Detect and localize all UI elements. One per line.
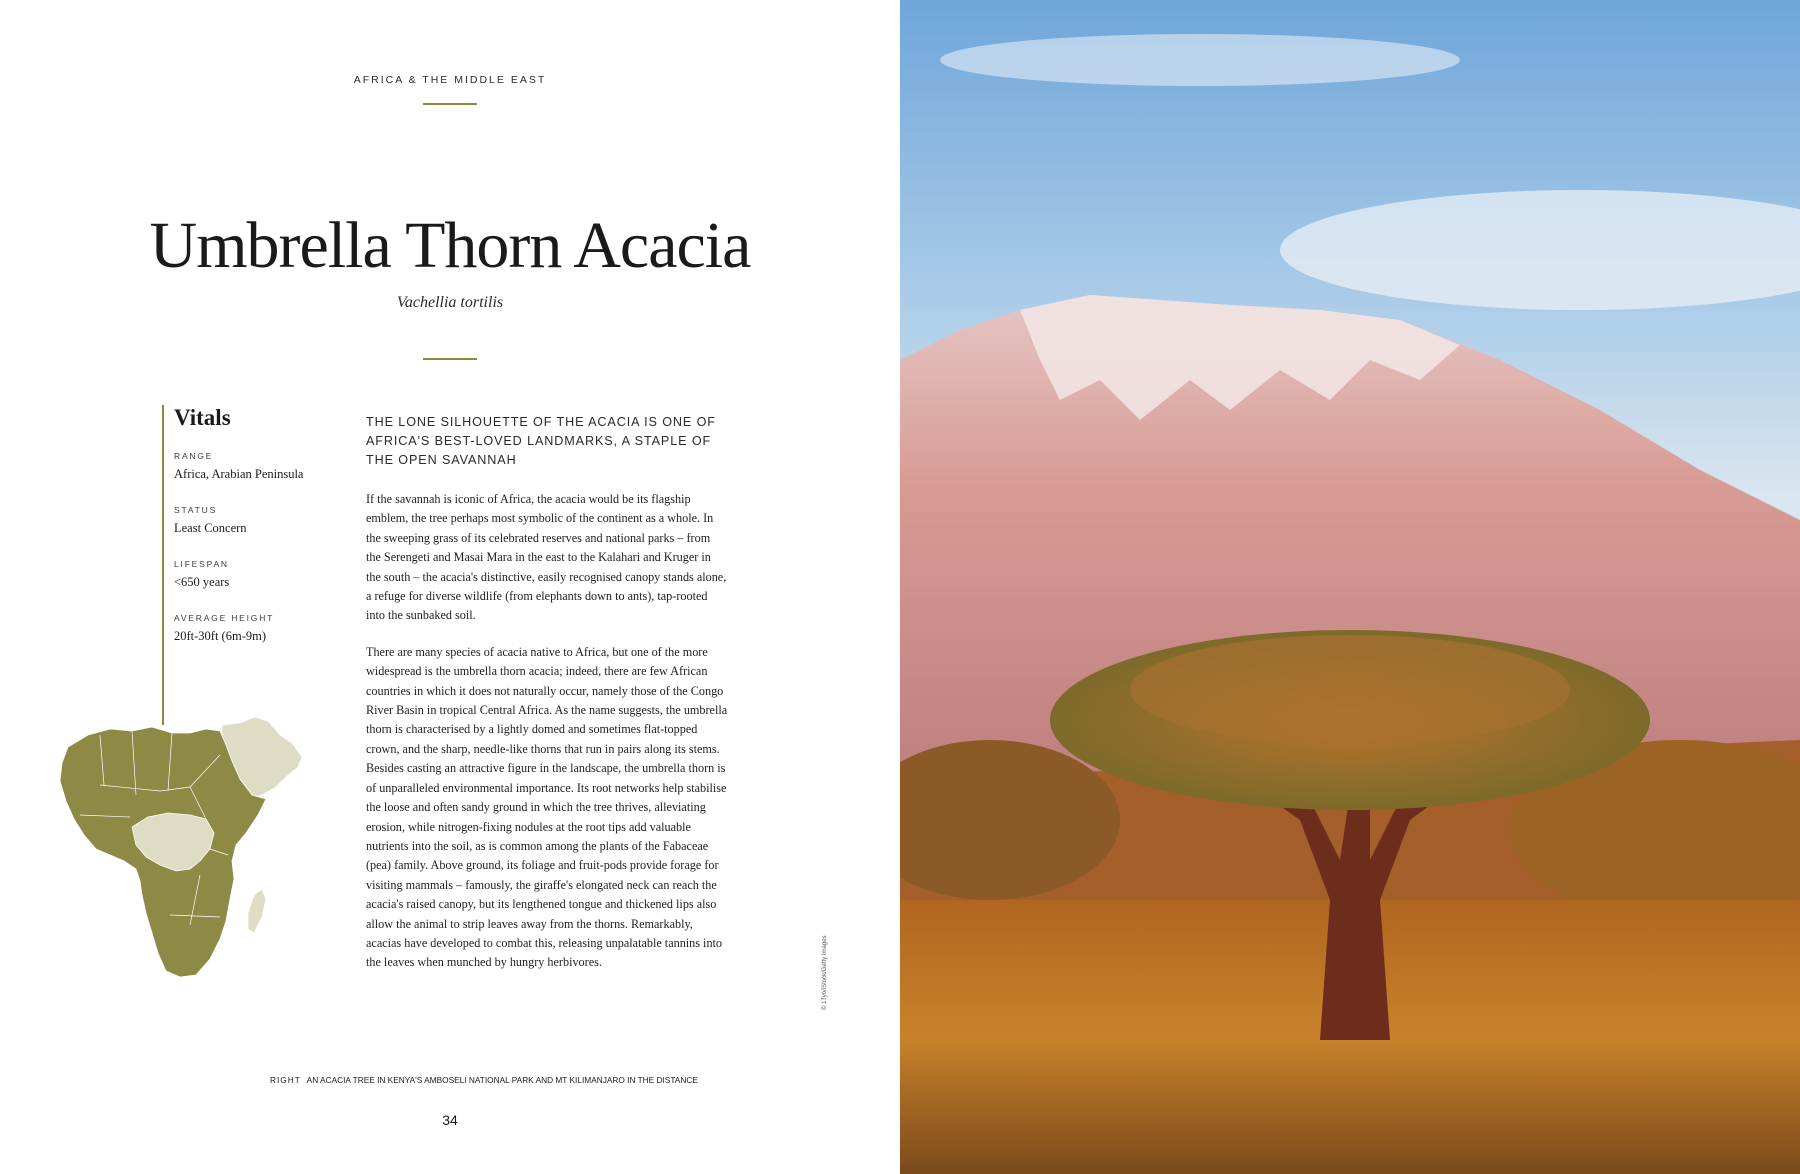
vital-label: AVERAGE HEIGHT: [174, 613, 275, 623]
vital-range: [174, 451, 334, 482]
range-map: [40, 695, 340, 1005]
caption-key: RIGHT: [270, 1075, 301, 1085]
page-title: Umbrella Thorn Acacia: [149, 209, 751, 282]
vital-value: Least Concern: [174, 521, 247, 535]
vitals-panel: [174, 405, 334, 667]
vital-height: [174, 613, 334, 644]
top-rule: [423, 103, 477, 105]
vital-value: 20ft-30ft (6m-9m): [174, 629, 266, 643]
title-rule: [423, 358, 477, 360]
vital-lifespan: [174, 559, 334, 590]
vital-label: STATUS: [174, 505, 218, 515]
vital-status: [174, 505, 334, 536]
caption-text: AN ACACIA TREE IN KENYA'S AMBOSELI NATIONAL PARK AND MT KILIMANJARO IN THE DISTANCE: [306, 1075, 698, 1085]
photo-caption: [270, 1075, 810, 1085]
cloud: [940, 34, 1460, 86]
vital-value: <650 years: [174, 575, 230, 589]
section-label: AFRICA & THE MIDDLE EAST: [353, 74, 547, 86]
lead-paragraph: THE LONE SILHOUETTE OF THE ACACIA IS ONE OF AFRICA'S BEST-LOVED LANDMARKS, A STAPLE OF THE OPEN SAVANNAH: [366, 415, 716, 467]
latin-name: Vachellia tortilis: [396, 294, 504, 311]
acacia-canopy-top: [1130, 635, 1570, 745]
page-number: 34: [442, 1112, 458, 1128]
vital-label: LIFESPAN: [174, 559, 229, 569]
vital-label: RANGE: [174, 451, 214, 461]
body-column: [366, 413, 728, 990]
body-paragraph: If the savannah is iconic of Africa, the acacia would be its flagship emblem, the tree perhaps most symbolic of the continent as a whole. In the sweeping grass of its celebrated reserves and national parks – from the Serengeti and Masai Mara in the east to the Kalahari and Kruger in the south – the acacia's distinctive, easily recognised canopy stands alone, a refuge for diverse wildlife (from elephants down to ants), tap-rooted into the sunbaked soil.: [366, 492, 727, 623]
vitals-accent-bar: [162, 405, 164, 725]
body-paragraph: There are many species of acacia native to Africa, but one of the more widespread is the umbrella thorn acacia; indeed, there are few African countries in which it does not naturally occur, namely those of the Congo River Basin in tropical Central Africa. As the name suggests, the umbrella thorn is characterised by a lightly domed and sometimes flat-topped crown, and the sharp, needle-like thorns that run in pairs along its stems. Besides casting an attractive figure in the landscape, the umbrella thorn is of unparalleled environmental importance. Its root networks help stabilise the loose and often sandy ground in which the tree thrives, alleviating erosion, while nitrogen-fixing nodules at the root tips add valuable nutrients into the soil, as is common among the plants of the Fabaceae (pea) family. Above ground, its foliage and fruit-pods provide forage for visiting mammals – famously, the giraffe's elongated neck can reach the acacia's raised canopy, but its lengthened tongue and thickened lips also allow the animal to strip leaves away from the thorns. Remarkably, acacias have developed to combat this, releasing unpalatable tannins into the leaves when munched by hungry herbivores.: [366, 644, 728, 970]
kilimanjaro-acacia-photo: [900, 0, 1800, 1174]
photo-credit: © 1Tyo/iStock/Getty Images: [822, 935, 828, 1010]
map-madagascar: [248, 889, 266, 933]
vital-value: Africa, Arabian Peninsula: [174, 467, 304, 481]
vitals-heading: Vitals: [174, 405, 231, 430]
